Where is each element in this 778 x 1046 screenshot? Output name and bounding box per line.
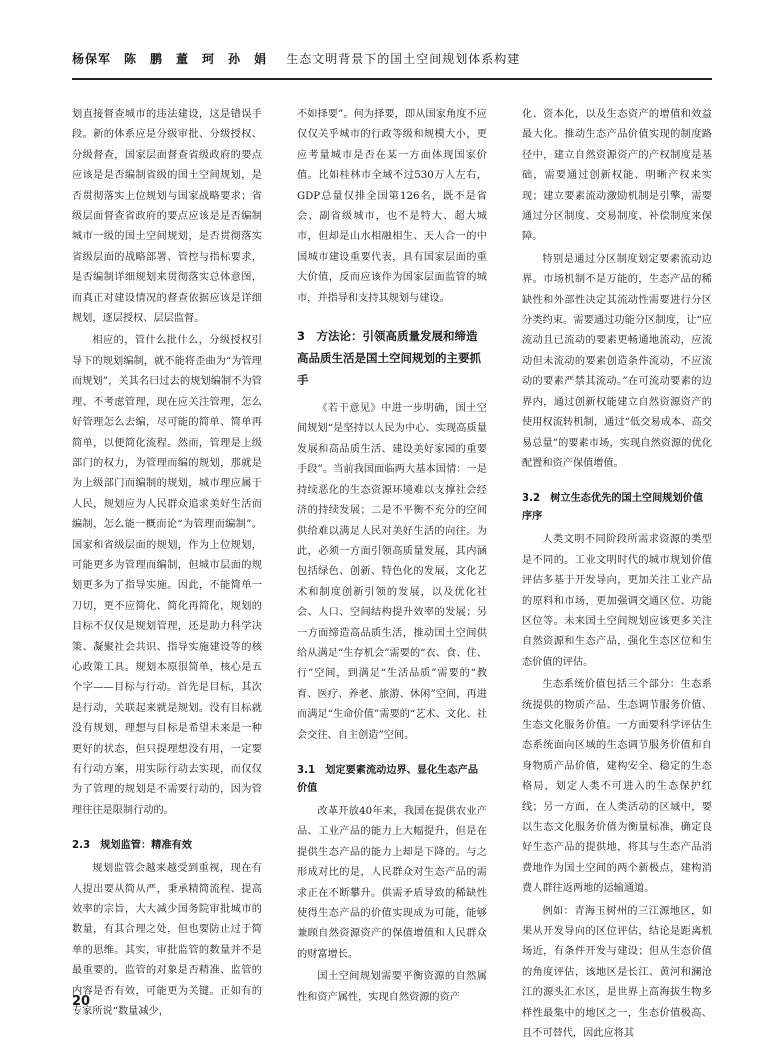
column-2 bbox=[297, 105, 487, 1010]
paragraph: 例如：青海玉树州的三江源地区，如果从开发导向的区位评估，结论是距离机场近，有条件开发与建设；但从生态价值的角度评估，该地区是长江、黄河和澜沧江的源头汇水区，是世界上高海拔生物多样性最集中的地区之一，生态价值极高、且不可替代，因此应将其 bbox=[522, 905, 712, 1040]
paragraph: 生态系统价值包括三个部分：生态系统提供的物质产品、生态调节服务价值、生态文化服务价值。一方面要科学评估生态系统面向区域的生态调节服务价值和自身物质产品价值，建构安全、稳定的生态格局，划定人类不可进入的生态保护红线；另一方面，在人类活动的区域中，要以生态文化服务价值为衡量标准，确定良好生态产品的提供地，将其与生态产品消费地作为国土空间的两个新极点，建构消费人群往返两地的运输通道。 bbox=[522, 679, 712, 895]
paragraph: 改革开放40年来，我国在提供农业产品、工业产品的能力上大幅提升，但是在提供生态产品的能力上却是下降的。与之形成对比的是，人民群众对生态产品的需求正在不断攀升。供需矛盾导致的稀缺性使得生态产品的价值实现成为可能，能够兼顾自然资源资产的保值增值和人民群众的财富增长。 bbox=[297, 805, 487, 960]
page-number: 20 bbox=[72, 994, 91, 1009]
paragraph: 《若干意见》中进一步明确，国土空间规划“是坚持以人民为中心、实现高质量发展和高品质生活、建设美好家园的重要手段”。当前我国面临两大基本国情：一是持续恶化的生态资源环境难以支撑社会经济的持续发展；二是不平衡不充分的空间供给难以满足人民对美好生活的向往。为此，必须一方面引领高质量发展，其内涵包括绿色、创新、特色化的发展，文化艺术和制度创新引领的发展，以及优化社会、人口、空间结构提升效率的发展；另一方面缔造高品质生活，推动国土空间供给从满足“生存机会”需要的“衣、食、住、行”空间，到满足“生活品质”需要的“教育、医疗、养老、旅游、休闲”空间，再进而满足“生命价值”需要的“艺术、文化、社会交往、自主创造”空间。 bbox=[297, 403, 487, 741]
paragraph: 人类文明不同阶段所需求资源的类型是不同的。工业文明时代的城市规划价值评估多基于开发导向，更加关注工业产品的原料和市场，更加强调交通区位、功能区位等。未来国土空间规划应该更多关注自然资源和生态产品，强化生态区位和生态价值的评估。 bbox=[522, 534, 712, 668]
section-heading: 3 方法论：引领高质量发展和缔造高品质生活是国土空间规划的主要抓手 bbox=[297, 329, 481, 388]
running-header bbox=[72, 50, 712, 70]
paragraph: 国土空间规划需要平衡资源的自然属性和资产属性，实现自然资源的资产 bbox=[297, 971, 487, 1003]
column-1 bbox=[72, 105, 262, 1024]
header-rule bbox=[72, 78, 712, 80]
section-heading: 3.2 树立生态优先的国土空间规划价值序序 bbox=[522, 493, 704, 523]
header-authors: 杨保军 陈 鹏 董 珂 孙 娟 bbox=[72, 52, 268, 66]
paragraph: 化、资本化，以及生态资产的增值和效益最大化。推动生态产品价值实现的制度路径中，建立自然资源资产的产权制度是基础，需要通过创新权能、明晰产权来实现；建立要素流动激励机制是引擎，需要通过分区制度、交易制度、补偿制度来保障。 bbox=[522, 109, 712, 243]
section-heading: 2.3 规划监管：精准有效 bbox=[72, 840, 192, 852]
header-title: 生态文明背景下的国土空间规划体系构建 bbox=[286, 52, 521, 66]
paragraph: 相应的，管什么批什么，分级授权引导下的规划编制，就不能将歪曲为“为管理而规划”，关其名曰过去的规划编制不为管理、不考虑管理，现在应关注管理，怎么好管理怎么去编，尽可能的简单、简单再简单，以便简化流程。然而，管理是上级部门的权力，为管理而编的规划，那就是为上级部门而编制的规划，城市理应属于人民，规划应为人民群众追求美好生活而编制，怎么能一概而论“为管理而编制”。国家和省级层面的规划，作为上位规划，可能更多为管理而编制，但城市层面的规划更多为了指导实施。因此，不能简单一刀切，更不应简化、简化再简化，规划的目标不仅仅是规划管理，还是助力科学决策、凝聚社会共识、指导实施建设等的核心政策工具。规划本原很简单，核心是五个字——目标与行动。首先是目标，其次是行动，关联起来就是规划。没有目标就没有规划，理想与目标是希望未来是一种更好的状态，但只提理想没有用，一定要有行动方案，用实际行动去实现，而仅仅为了管理的规划是不需要行动的，因为管理往往是限制行动的。 bbox=[72, 335, 262, 816]
paragraph: 不如择要”。何为择要，即从国家角度不应仅仅关乎城市的行政等级和规模大小，更应考量城市是否在某一方面体现国家价值。比如桂林市全域不过530万人左右，GDP总量仅排全国第126名，既不是省会、副省级城市，也不是特大、超大城市，但却是山水相融相生、天人合一的中国城市建设重要代表，具有国家层面的重大价值，反而应该作为国家层面监管的城市，并指导和支持其规划与建设。 bbox=[297, 109, 487, 304]
paragraph: 划直接督查城市的违法建设，这是错误手段。新的体系应是分级审批、分级授权、分级督查，国家层面督查省级政府的要点应该是是否编制省级的国土空间规划，是否贯彻落实上位规划与国家战略要求；省级层面督查省政府的要点应该是是否编制城市一级的国土空间规划，是否贯彻落实省级层面的战略部署、管控与指标要求，是否编制详细规划来贯彻落实总体意图，而真正对建设情况的督查依据应该是详细规划，逐层授权、层层监督。 bbox=[72, 109, 262, 325]
paragraph: 特别是通过分区制度划定要素流动边界。市场机制不是万能的，生态产品的稀缺性和外部性决定其流动性需要进行分区分类约束。需要通过功能分区制度，让“应流动且已流动的要素更畅通地流动，应流动但未流动的要素创造条件流动，不应流动的要素严禁其流动。”在可流动要素的边界内，通过创新权能建立自然资源资产的使用权流转机制，通过“低交易成本、高交易总量”的要素市场，实现自然资源的优化配置和资产保值增值。 bbox=[522, 253, 712, 469]
column-3 bbox=[522, 105, 712, 1046]
paragraph: 规划监管会越来越受到重视，现在有人提出要从简从严，秉承精简流程、提高效率的宗旨，大大减少国务院审批城市的数量，有其合理之处，但也要防止过于简单的思维。其实，审批监管的数量并不是最重要的，监管的对象是否精准、监管的内容是否有效，可能更为关键。正如有的专家所说“数量减少， bbox=[72, 863, 262, 1018]
section-heading: 3.1 划定要素流动边界、显化生态产品价值 bbox=[297, 764, 479, 794]
